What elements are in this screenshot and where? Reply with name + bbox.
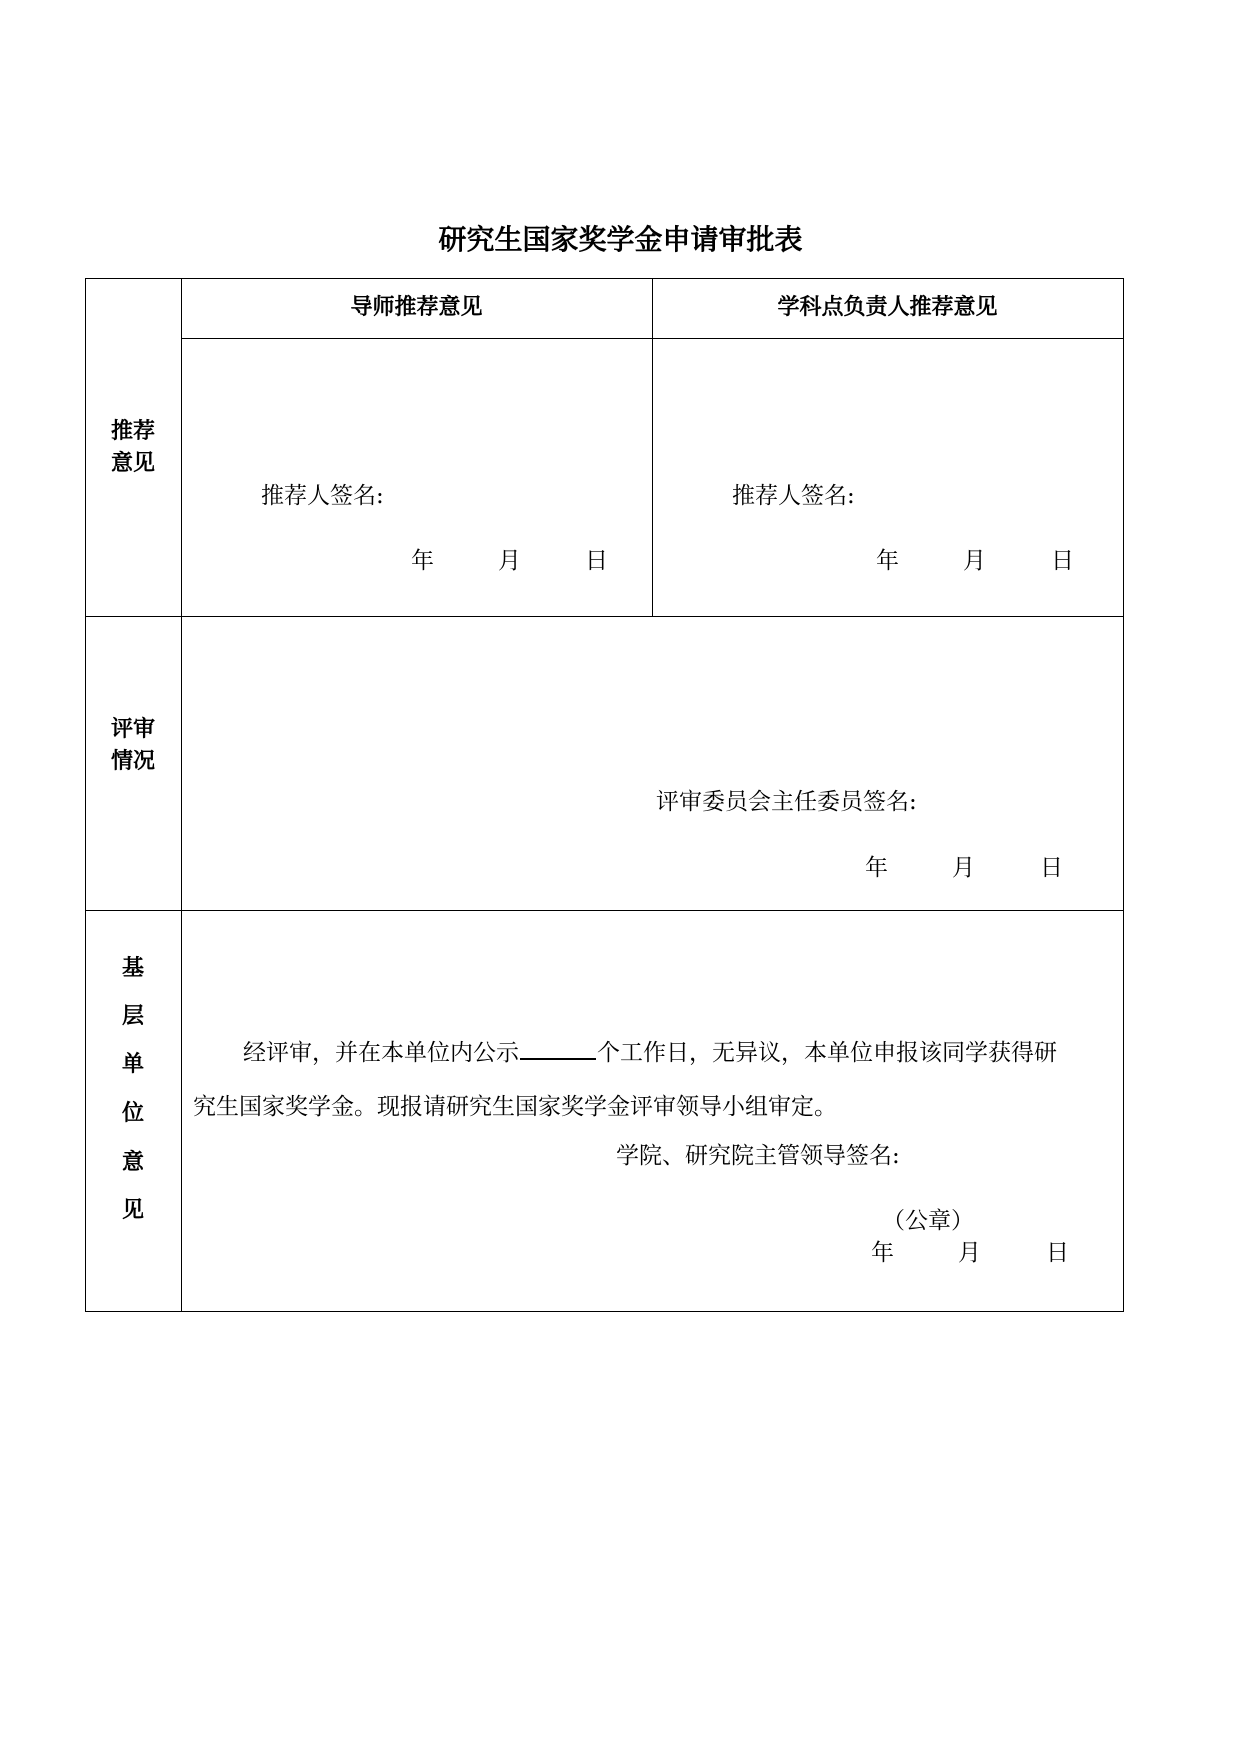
unit-statement-part2: 个工作日，无异议，本单位申报该同学获得研 xyxy=(597,1040,1057,1066)
review-signature-label: 评审委员会主任委员签名: xyxy=(656,789,917,815)
official-seal-label: （公章） xyxy=(882,1208,974,1234)
header-row-divider xyxy=(181,338,1124,339)
review-date-month: 月 xyxy=(952,855,975,881)
unit-statement-line2: 究生国家奖学金。现报请研究生国家奖学金评审领导小组审定。 xyxy=(193,1094,837,1120)
unit-label-char-2: 层 xyxy=(121,1004,144,1029)
unit-label-char-5: 意 xyxy=(121,1150,144,1175)
page-title: 研究生国家奖学金申请审批表 xyxy=(438,223,803,256)
discipline-date-day: 日 xyxy=(1051,548,1074,574)
unit-label-char-3: 单 xyxy=(121,1052,144,1077)
unit-statement-part1: 经评审，并在本单位内公示 xyxy=(243,1040,519,1066)
advisor-signature-label: 推荐人签名: xyxy=(261,483,384,509)
discipline-head-header: 学科点负责人推荐意见 xyxy=(777,295,998,320)
review-label xyxy=(85,714,181,778)
recommendation-label-line1: 推荐 xyxy=(110,419,155,444)
unit-label-char-6: 见 xyxy=(121,1198,144,1223)
discipline-date-year: 年 xyxy=(876,548,899,574)
recommendation-label xyxy=(85,416,181,480)
review-label-line2: 情况 xyxy=(110,749,155,774)
unit-label-char-1: 基 xyxy=(121,956,144,981)
unit-date-year: 年 xyxy=(871,1240,894,1266)
discipline-signature-label: 推荐人签名: xyxy=(732,483,855,509)
advisor-date-year: 年 xyxy=(411,548,434,574)
unit-statement-line1 xyxy=(243,1036,1057,1068)
recommendation-column-divider xyxy=(652,278,653,617)
recommendation-row-divider xyxy=(85,616,1124,617)
unit-date-day: 日 xyxy=(1046,1240,1069,1266)
table-border-bottom xyxy=(85,1311,1124,1312)
review-label-line1: 评审 xyxy=(110,717,155,742)
review-row-divider xyxy=(85,910,1124,911)
publicity-days-blank xyxy=(520,1036,596,1060)
recommendation-label-line2: 意见 xyxy=(110,451,155,476)
advisor-header: 导师推荐意见 xyxy=(350,295,483,320)
review-date-year: 年 xyxy=(865,855,888,881)
table-border-right xyxy=(1123,278,1124,1312)
unit-signature-label: 学院、研究院主管领导签名: xyxy=(616,1143,900,1169)
table-border-top xyxy=(85,278,1124,279)
review-date-day: 日 xyxy=(1040,855,1063,881)
unit-date-month: 月 xyxy=(958,1240,981,1266)
approval-form-table xyxy=(85,278,1123,1312)
label-column-divider xyxy=(181,278,182,1312)
advisor-date-month: 月 xyxy=(498,548,521,574)
unit-label-char-4: 位 xyxy=(121,1101,144,1126)
advisor-date-day: 日 xyxy=(585,548,608,574)
discipline-date-month: 月 xyxy=(963,548,986,574)
